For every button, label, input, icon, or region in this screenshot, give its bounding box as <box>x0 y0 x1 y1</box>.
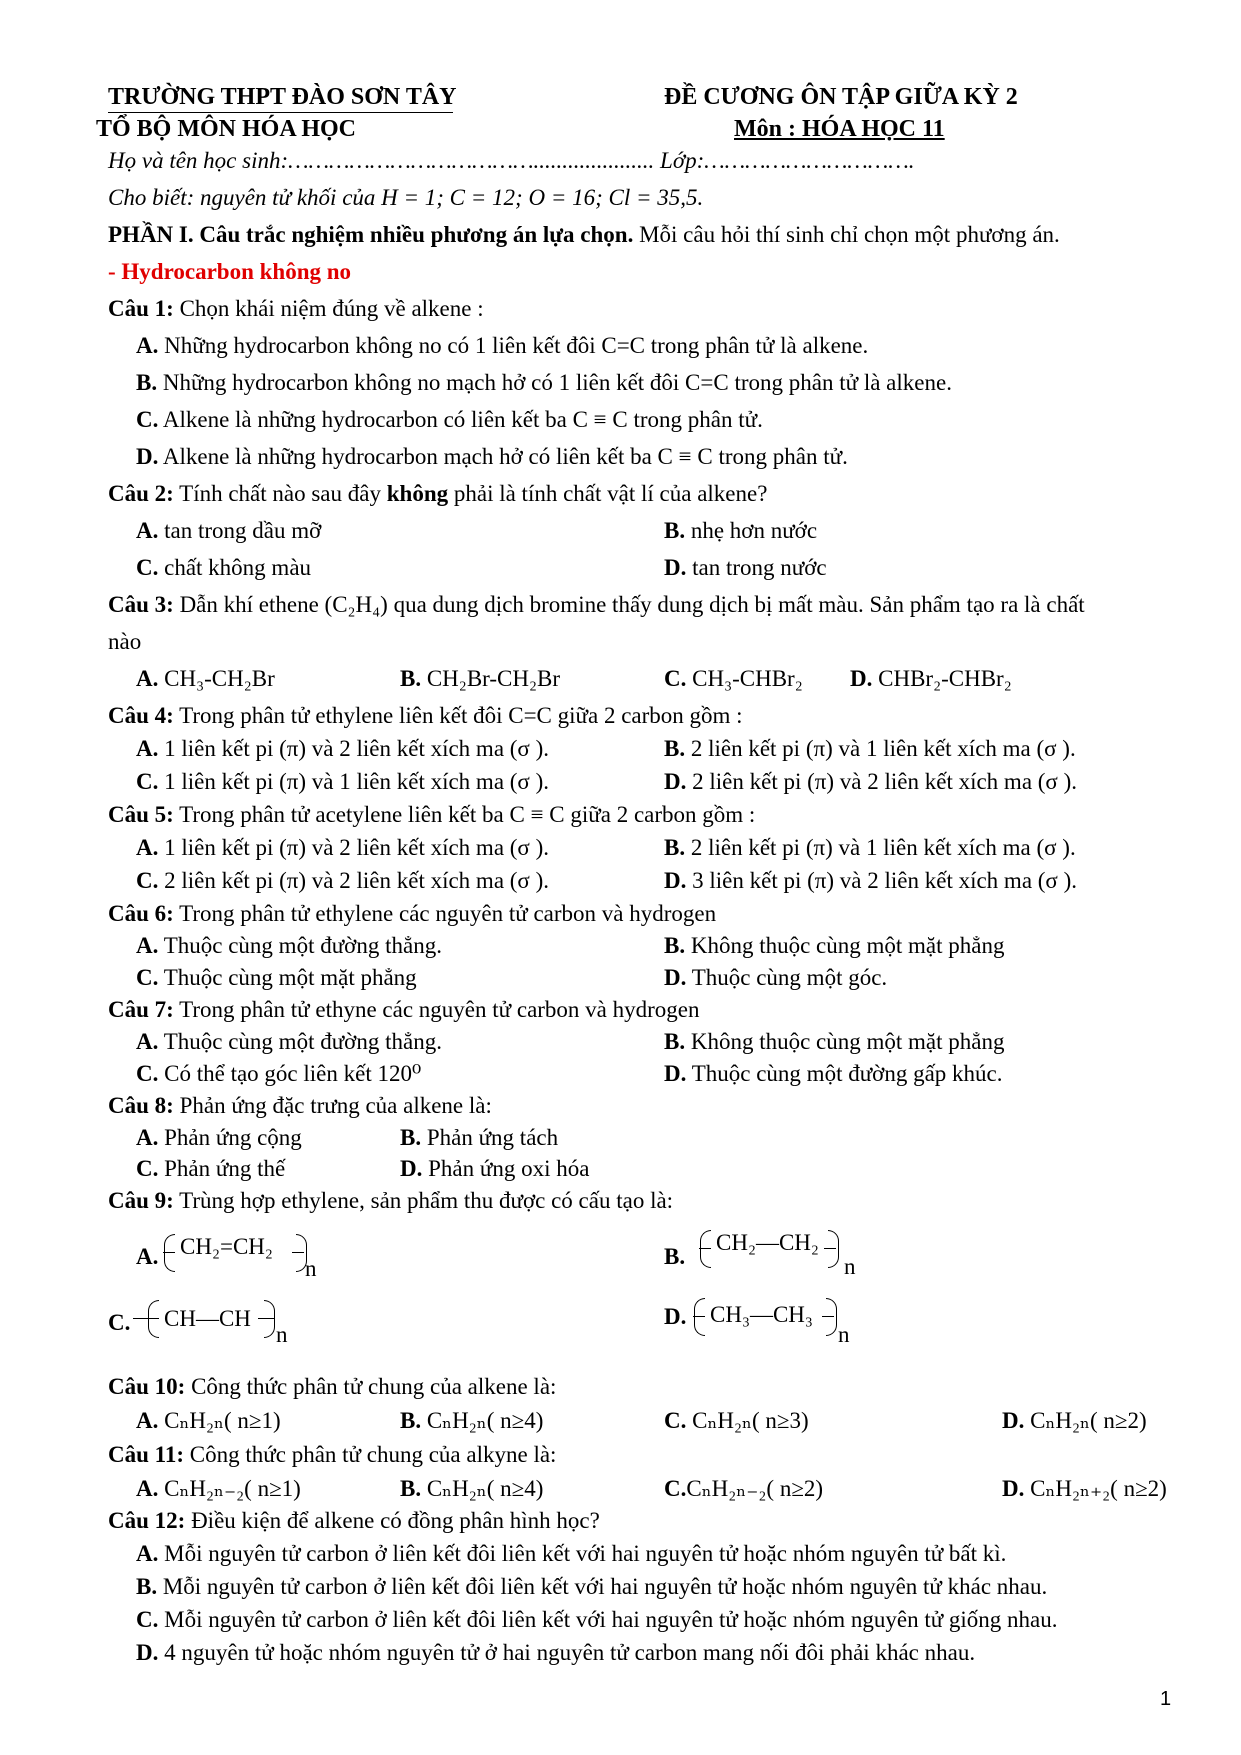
question-8: Câu 8: Phản ứng đặc trưng của alkene là: <box>108 1093 492 1118</box>
polymer-bracket-left <box>700 1230 711 1268</box>
option-1a: A. Những hydrocarbon không no có 1 liên kết đôi C=C trong phân tử là alkene. <box>136 333 869 358</box>
option-7a: A. Thuộc cùng một đường thẳng. <box>136 1029 442 1054</box>
subject-name: Môn : HÓA HỌC 11 <box>734 116 945 142</box>
polymer-n: n <box>276 1322 288 1347</box>
option-4c: C. 1 liên kết pi (π) và 1 liên kết xích ma (σ ). <box>136 769 549 794</box>
option-2a: A. tan trong dầu mỡ <box>136 518 322 543</box>
polymer-n: n <box>305 1256 317 1281</box>
question-1 <box>108 296 484 322</box>
option-12c: C. Mỗi nguyên tử carbon ở liên kết đôi liên kết với hai nguyên tử hoặc nhóm nguyên tử giống nhau. <box>136 1607 1058 1632</box>
option-10b: B. CₙH₂ₙ( n≥4) <box>400 1408 544 1433</box>
question-label: Câu 1: <box>108 296 174 321</box>
polymer-bond-left <box>163 1252 175 1253</box>
polymer-bond-right <box>822 1316 834 1317</box>
question-11: Câu 11: Công thức phân tử chung của alkyne là: <box>108 1442 557 1467</box>
question-4: Câu 4: Trong phân tử ethylene liên kết đôi C=C giữa 2 carbon gồm : <box>108 703 743 728</box>
option-3d: D. CHBr₂-CHBr₂ <box>850 666 1012 691</box>
section-title: - Hydrocarbon không no <box>108 259 352 284</box>
polymer-bracket-right <box>828 1230 839 1268</box>
option-12d: D. 4 nguyên tử hoặc nhóm nguyên tử ở hai nguyên tử carbon mang nối đôi phải khác nhau. <box>136 1640 976 1665</box>
option-9b-letter: B. <box>664 1244 686 1269</box>
polymer-bond-right <box>258 1318 274 1319</box>
polymer-bond-right <box>292 1252 304 1253</box>
option-11b: B. CₙH₂ₙ( n≥4) <box>400 1476 544 1501</box>
option-1b: B. Những hydrocarbon không no mạch hở có 1 liên kết đôi C=C trong phân tử là alkene. <box>136 370 952 395</box>
question-9: Câu 9: Trùng hợp ethylene, sản phẩm thu được có cấu tạo là: <box>108 1188 674 1213</box>
option-3c: C. CH₃-CHBr₂ <box>664 666 803 691</box>
option-10c: C. CₙH₂ₙ( n≥3) <box>664 1408 809 1433</box>
option-7d: D. Thuộc cùng một đường gấp khúc. <box>664 1061 1003 1086</box>
question-2: Câu 2: Tính chất nào sau đây không phải là tính chất vật lí của alkene? <box>108 481 768 506</box>
question-12: Câu 12: Điều kiện để alkene có đồng phân hình học? <box>108 1508 600 1533</box>
question-3-cont: nào <box>108 629 142 654</box>
option-6a: A. Thuộc cùng một đường thẳng. <box>136 933 442 958</box>
given-atomic-masses: Cho biết: nguyên tử khối của H = 1; C = 12; O = 16; Cl = 35,5. <box>108 185 704 210</box>
option-9d-letter: D. <box>664 1304 687 1329</box>
polymer-bracket-left <box>164 1234 175 1272</box>
question-3: Câu 3: Dẫn khí ethene (C₂H₄) qua dung dịch bromine thấy dung dịch bị mất màu. Sản phẩm tạo ra là chất <box>108 592 1085 617</box>
polymer-bracket-right <box>264 1300 275 1338</box>
school-underline <box>108 112 453 113</box>
option-3a: A. CH₃-CH₂Br <box>136 666 275 691</box>
polymer-bond-left <box>693 1316 705 1317</box>
option-5d: D. 3 liên kết pi (π) và 2 liên kết xích ma (σ ). <box>664 868 1077 893</box>
part-title: PHẦN I. Câu trắc nghiệm nhiều phương án lựa chọn. <box>108 222 634 247</box>
polymer-bond-right <box>824 1248 836 1249</box>
option-9a-formula: CH₂=CH₂ <box>180 1234 273 1259</box>
option-11d: D. CₙH₂ₙ₊₂( n≥2) <box>1002 1476 1167 1501</box>
option-5a: A. 1 liên kết pi (π) và 2 liên kết xích ma (σ ). <box>136 835 549 860</box>
polymer-bracket-right <box>826 1298 837 1336</box>
option-12b: B. Mỗi nguyên tử carbon ở liên kết đôi liên kết với hai nguyên tử hoặc nhóm nguyên tử khác nhau. <box>136 1574 1048 1599</box>
polymer-n: n <box>838 1322 850 1347</box>
option-11c: C.CₙH₂ₙ₋₂( n≥2) <box>664 1476 824 1501</box>
polymer-bracket-left <box>148 1300 159 1338</box>
option-12a: A. Mỗi nguyên tử carbon ở liên kết đôi liên kết với hai nguyên tử hoặc nhóm nguyên tử bất kì. <box>136 1541 1007 1566</box>
polymer-bond-left <box>699 1248 711 1249</box>
option-6c: C. Thuộc cùng một mặt phẳng <box>136 965 417 990</box>
dept-name: TỔ BỘ MÔN HÓA HỌC <box>96 116 357 142</box>
option-8a: A. Phản ứng cộng <box>136 1125 302 1150</box>
part-instruction: Mỗi câu hỏi thí sinh chỉ chọn một phương án. <box>633 222 1060 247</box>
question-5: Câu 5: Trong phân tử acetylene liên kết ba C ≡ C giữa 2 carbon gồm : <box>108 802 756 827</box>
option-3b: B. CH₂Br-CH₂Br <box>400 666 560 691</box>
option-9a-letter: A. <box>136 1244 159 1269</box>
question-text: Chọn khái niệm đúng về alkene : <box>173 296 484 321</box>
option-9b-formula: CH₂—CH₂ <box>716 1230 819 1255</box>
school-name: TRƯỜNG THPT ĐÀO SƠN TÂY <box>108 84 457 110</box>
polymer-bond-left <box>133 1318 159 1319</box>
option-5c: C. 2 liên kết pi (π) và 2 liên kết xích ma (σ ). <box>136 868 549 893</box>
question-6: Câu 6: Trong phân tử ethylene các nguyên tử carbon và hydrogen <box>108 901 717 926</box>
option-4a: A. 1 liên kết pi (π) và 2 liên kết xích ma (σ ). <box>136 736 549 761</box>
option-9c-letter: C. <box>108 1310 131 1335</box>
option-9c-formula: CH—CH <box>164 1306 251 1331</box>
option-1c: C. Alkene là những hydrocarbon có liên kết ba C ≡ C trong phân tử. <box>136 407 763 432</box>
option-4b: B. 2 liên kết pi (π) và 1 liên kết xích ma (σ ). <box>664 736 1076 761</box>
option-8d: D. Phản ứng oxi hóa <box>400 1156 590 1181</box>
option-1d: D. Alkene là những hydrocarbon mạch hở có liên kết ba C ≡ C trong phân tử. <box>136 444 848 469</box>
option-10d: D. CₙH₂ₙ( n≥2) <box>1002 1408 1147 1433</box>
page-number: 1 <box>1160 1688 1172 1710</box>
question-10: Câu 10: Công thức phân tử chung của alkene là: <box>108 1374 557 1399</box>
option-2d: D. tan trong nước <box>664 555 827 580</box>
option-2b: B. nhẹ hơn nước <box>664 518 818 543</box>
option-7b: B. Không thuộc cùng một mặt phẳng <box>664 1029 1005 1054</box>
option-11a: A. CₙH₂ₙ₋₂( n≥1) <box>136 1476 301 1501</box>
polymer-n: n <box>844 1254 856 1279</box>
option-9d-formula: CH₃—CH₃ <box>710 1302 813 1327</box>
option-4d: D. 2 liên kết pi (π) và 2 liên kết xích ma (σ ). <box>664 769 1077 794</box>
option-5b: B. 2 liên kết pi (π) và 1 liên kết xích ma (σ ). <box>664 835 1076 860</box>
option-10a: A. CₙH₂ₙ( n≥1) <box>136 1408 281 1433</box>
option-7c: C. Có thể tạo góc liên kết 120⁰ <box>136 1061 422 1086</box>
doc-title: ĐỀ CƯƠNG ÔN TẬP GIỮA KỲ 2 <box>664 84 1018 110</box>
option-6d: D. Thuộc cùng một góc. <box>664 965 888 990</box>
option-8b: B. Phản ứng tách <box>400 1125 559 1150</box>
part-heading <box>108 222 1060 248</box>
option-6b: B. Không thuộc cùng một mặt phẳng <box>664 933 1005 958</box>
option-8c: C. Phản ứng thế <box>136 1156 286 1181</box>
polymer-bracket-left <box>694 1298 705 1336</box>
question-7: Câu 7: Trong phân tử ethyne các nguyên tử carbon và hydrogen <box>108 997 700 1022</box>
option-2c: C. chất không màu <box>136 555 312 580</box>
student-info-line: Họ và tên học sinh:………………………………..................... Lớp:…………………………. <box>108 148 915 173</box>
